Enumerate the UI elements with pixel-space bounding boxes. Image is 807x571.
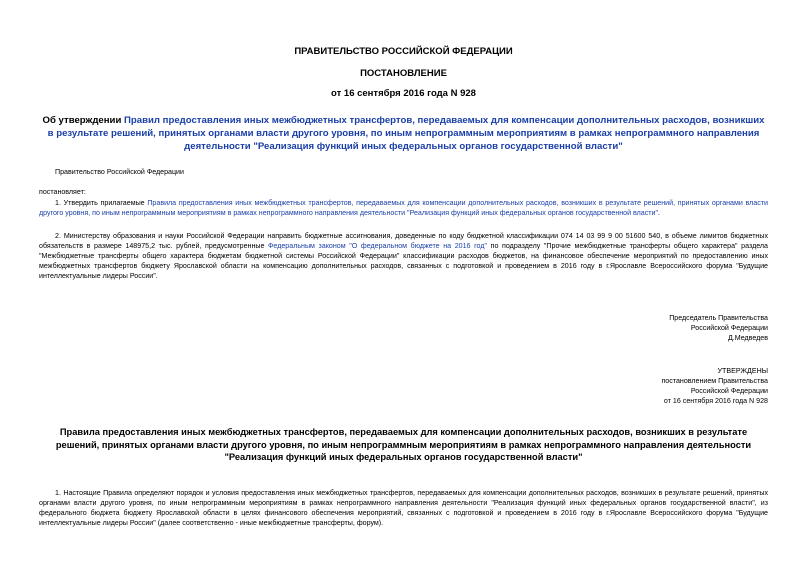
p2-part2: по подразделу "Прочие межбюджетные трансферты общего характера" раздела "Межбюджетные трансферты общего характера бюджетам бюджетной системы Российской Федерации" классификации расходов бюджетов, на финансовое обеспечение мероприятий по предоставлению иных межбюджетных трансфертов бюджету Ярославской области на компенсацию дополнительных расходов, связанных с подготовкой и проведением в 2016 году в г.Ярославле Всероссийского форума "Будущие интеллектуальные лидеры России". (39, 242, 768, 280)
signature-line-3: Д.Медведев (727, 334, 768, 342)
paragraph-2 (39, 231, 768, 281)
title-prefix: Об утверждении (42, 115, 125, 126)
approval-line-1: УТВЕРЖДЕНЫ (717, 367, 768, 375)
title-link[interactable]: Правил предоставления иных межбюджетных трансфертов, передаваемых для компенсации дополнительных расходов, возникших в результате решений, принятых органами власти другого уровня, по иным непрограммным мероприятиям в рамках непрограммного направления деятельности "Реализация функций иных федеральных органов государственной власти" (47, 115, 765, 152)
approval-line-3: Российской Федерации (690, 387, 768, 395)
p1-suffix: . (658, 209, 660, 217)
document-title (40, 114, 767, 153)
issuer: Правительство Российской Федерации (55, 168, 184, 176)
approval-line-2: постановлением Правительства (661, 377, 768, 385)
date-number: от 16 сентября 2016 года N 928 (331, 88, 476, 99)
p2-part1: 2. Министерству образования и науки Российской Федерации направить бюджетные ассигнования, доведенные по коду бюджетной классификации 074 14 03 99 9 00 51600 540, в объеме лимитов бюджетных обязательств в размере 148975,2 тыс. рублей, предусмотренные (39, 232, 768, 250)
approval-block (520, 366, 768, 406)
rules-title: Правила предоставления иных межбюджетных трансфертов, передаваемых для компенсации дополнительных расходов, возникших в результате решений, принятых органами власти другого уровня, по иным непрограммным мероприятиям в рамках непрограммного направления деятельности "Реализация функций иных федеральных органов государственной власти" (55, 427, 752, 462)
government-heading: ПРАВИТЕЛЬСТВО РОССИЙСКОЙ ФЕДЕРАЦИИ (294, 46, 513, 57)
signature-line-1: Председатель Правительства (669, 314, 768, 322)
paragraph-1 (39, 198, 768, 218)
decrees-word: постановляет: (39, 188, 86, 196)
doc-type-heading: ПОСТАНОВЛЕНИЕ (360, 68, 447, 79)
rules-paragraph-1: 1. Настоящие Правила определяют порядок и условия предоставления иных межбюджетных трансфертов, передаваемых для компенсации дополнительных расходов, возникших в результате решений, принятых органами власти другого уровня, по иным непрограммным мероприятиям в рамках непрограммного направления деятельности "Реализация функций иных федеральных органов государственной власти", из федерального бюджета бюджету Ярославской области в целях финансового обеспечения мероприятий, связанных с подготовкой и проведением в 2016 году в г.Ярославле Всероссийского форума "Будущие интеллектуальные лидеры России" (далее соответственно - иные межбюджетные трансферты, форум). (39, 489, 768, 527)
signature-line-2: Российской Федерации (690, 324, 768, 332)
federal-law-link[interactable]: Федеральным законом "О федеральном бюджете на 2016 год" (268, 242, 488, 250)
signature-block (520, 313, 768, 343)
p1-rules-link[interactable]: Правила предоставления иных межбюджетных трансфертов, передаваемых для компенсации дополнительных расходов, возникших в результате решений, принятых органами власти другого уровня, по иным непрограммным мероприятиям в рамках непрограммного направления деятельности "Реализация функций иных федеральных органов государственной власти" (39, 199, 768, 217)
approval-line-4: от 16 сентября 2016 года N 928 (663, 397, 768, 405)
p1-prefix: 1. Утвердить прилагаемые (55, 199, 148, 207)
